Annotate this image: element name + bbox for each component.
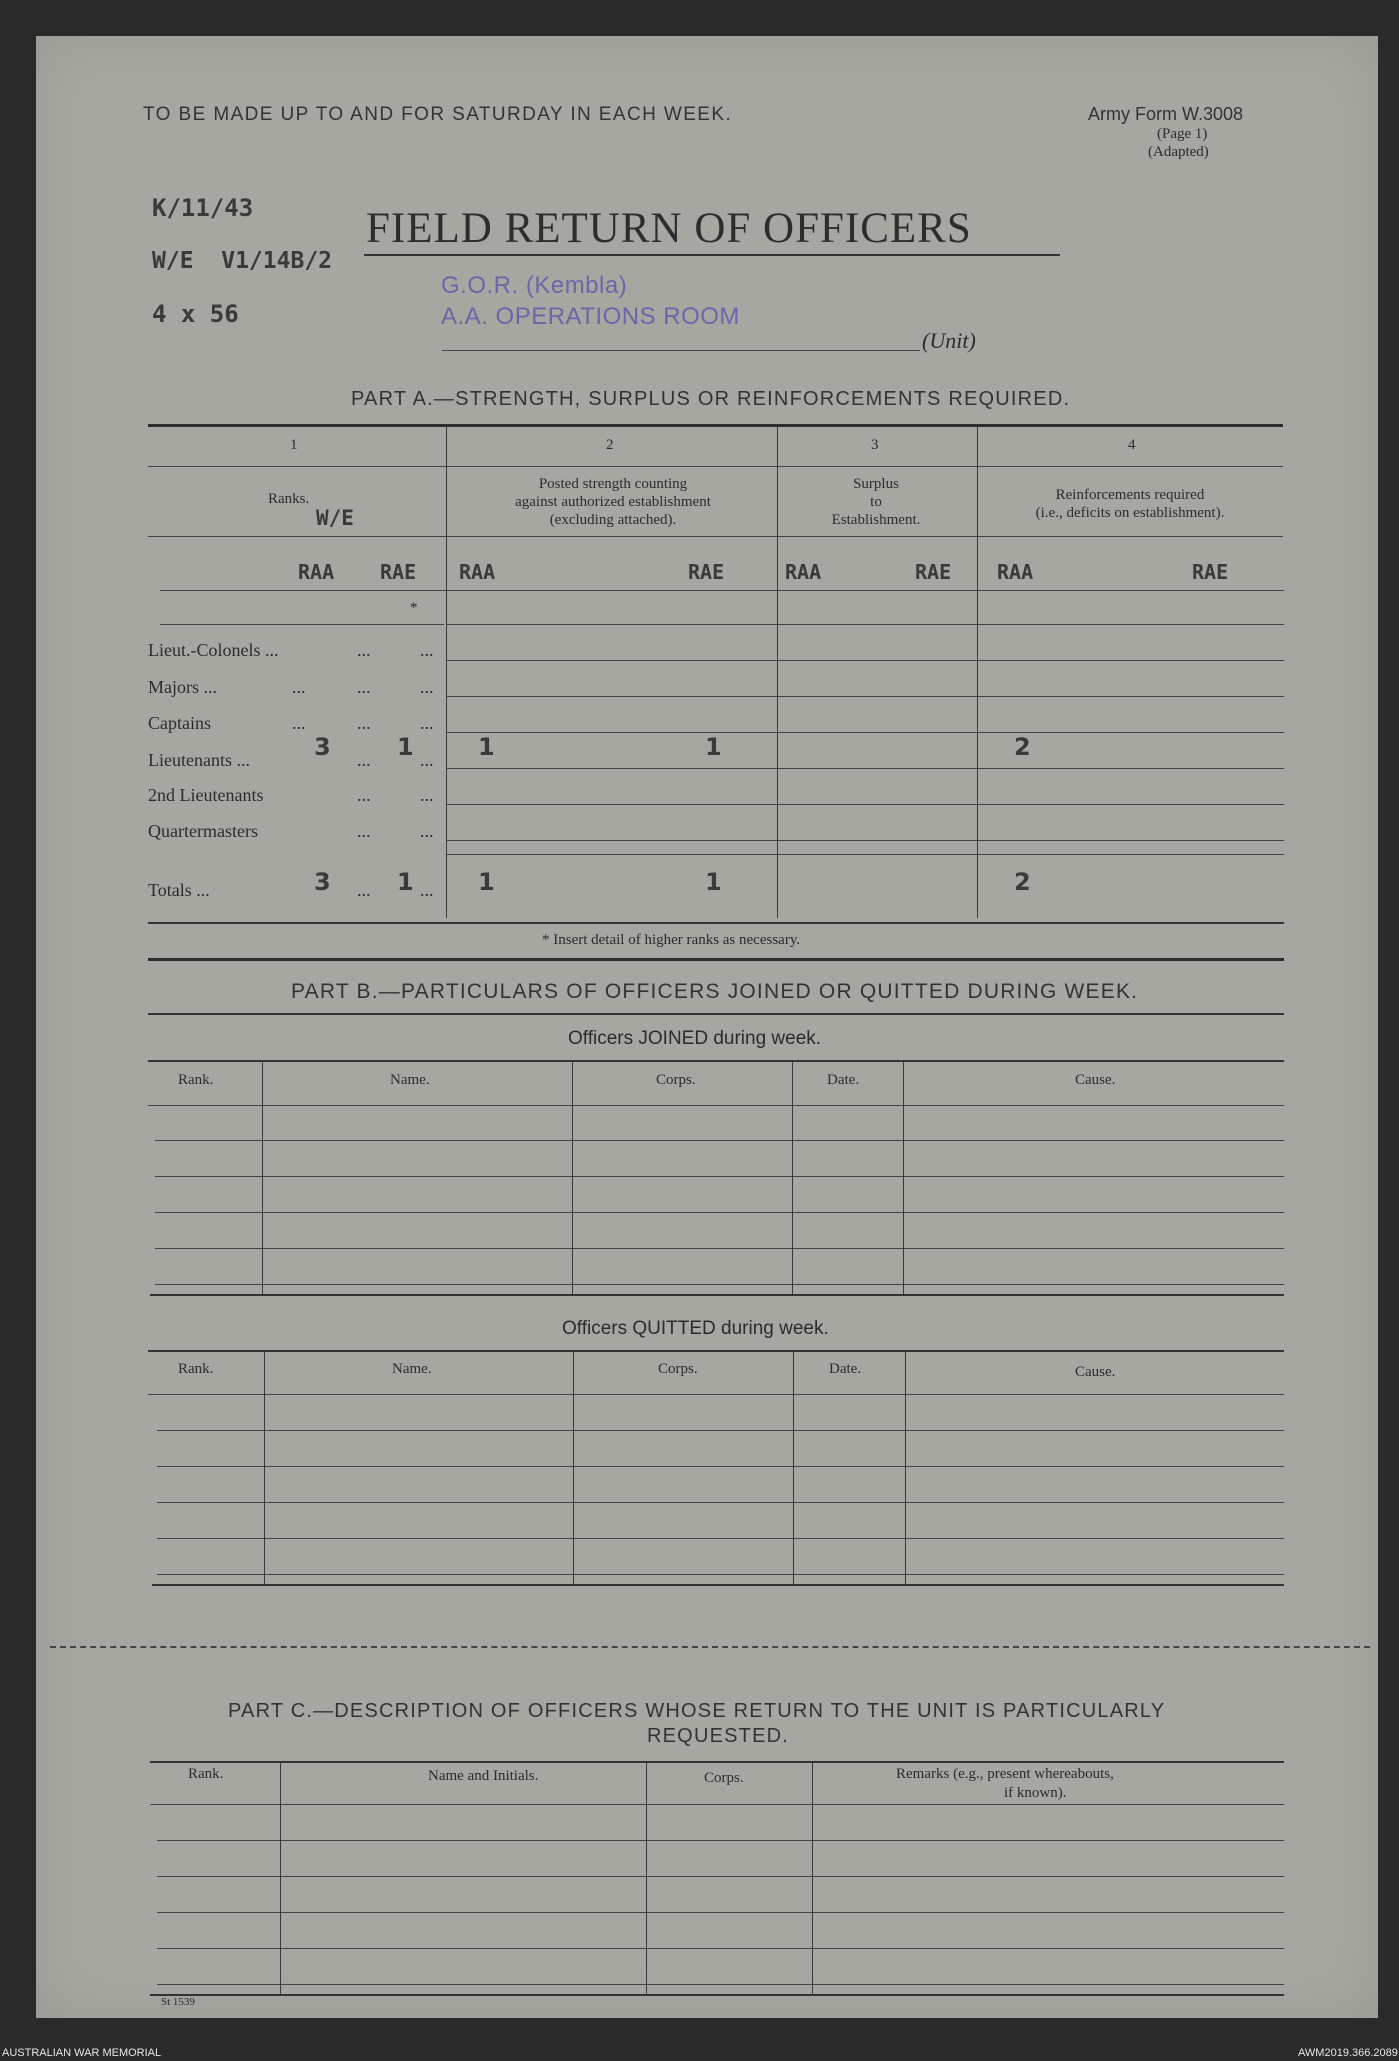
quitted-title: Officers QUITTED during week. [562,1318,829,1339]
rank-2nd-lieutenants: 2nd Lieutenants [148,785,264,805]
perforation-line [50,1646,1370,1648]
part-b-top-rule [148,1013,1284,1015]
stamp-line-1: G.O.R. (Kembla) [441,272,628,299]
part-a-vline-1 [446,426,447,918]
quitted-col-name: Name. [392,1361,432,1377]
col-number-2: 2 [606,437,614,453]
part-a-vline-3 [977,426,978,918]
part-b-title: PART B.—PARTICULARS OF OFFICERS JOINED OR QUITTED DURING WEEK. [291,980,1139,1003]
part-c-remarks-2: if known). [1004,1785,1067,1801]
row-rule [447,696,1284,697]
asterisk-row-rule [160,624,444,625]
col3-head-3: Establishment. [831,512,921,528]
dot-leader: ... [357,677,371,697]
joined-vline [262,1062,263,1294]
quitted-row-rule [157,1574,1284,1575]
sub-raa-col2: RAA [459,560,496,584]
ref-code-1: K/11/43 [152,194,254,222]
totals-label: Totals ... [148,880,210,900]
row-rule [447,840,1284,841]
sub-rae-col2: RAE [688,560,725,584]
quitted-vline [264,1352,265,1584]
joined-col-name: Name. [390,1072,430,1088]
col1-head: Ranks. [268,491,310,507]
footnote: * Insert detail of higher ranks as necessary. [542,932,801,948]
quitted-vline [905,1352,906,1584]
dot-leader: ... [357,750,371,770]
form-adapted: (Adapted) [1148,144,1209,160]
col3-head-2: to [870,494,882,510]
part-c-bottom-rule [150,1994,1284,1996]
part-c-vline [812,1763,813,1994]
quitted-col-cause: Cause. [1075,1364,1116,1380]
part-c-head-rule [150,1804,1284,1805]
part-a-top-rule [148,424,1283,427]
part-c-row-rule [157,1984,1284,1985]
joined-row-rule [155,1248,1284,1249]
quitted-col-corps: Corps. [658,1361,698,1377]
lieut-reinforcements: 2 [1014,733,1031,761]
part-a-vline-2 [777,426,778,918]
sub-head-rule [160,590,1284,591]
row-rule [447,732,1284,733]
unit-label: (Unit) [922,328,976,353]
page-title: FIELD RETURN OF OFFICERS [366,205,972,252]
quitted-col-date: Date. [829,1361,862,1377]
sub-raa-col4: RAA [997,560,1034,584]
joined-col-cause: Cause. [1075,1072,1116,1088]
part-c-col-rank: Rank. [188,1766,224,1782]
form-name: Army Form W.3008 [1088,104,1244,124]
row-rule [447,660,1284,661]
part-c-col-corps: Corps. [704,1770,744,1786]
dot-leader: ... [420,713,434,733]
lieut-posted-raa: 1 [478,733,495,761]
joined-vline [903,1062,904,1294]
part-c-vline [280,1763,281,1994]
dot-leader: ... [292,713,306,733]
ref-code-3: 4 x 56 [152,300,239,328]
totals-posted-raa: 1 [478,868,495,896]
totals-we-raa: 3 [314,868,331,896]
col2-head-1: Posted strength counting [538,476,688,492]
lieut-posted-rae: 1 [705,733,722,761]
lieut-we-rae: 1 [397,733,414,761]
rank-quartermasters: Quartermasters [148,821,258,841]
rank-lieutenants: Lieutenants ... [148,750,250,770]
col-number-3: 3 [871,437,879,453]
quitted-col-rank: Rank. [178,1361,214,1377]
part-a-end-rule [148,958,1284,961]
part-a-title: PART A.—STRENGTH, SURPLUS OR REINFORCEMENTS REQUIRED. [351,388,1071,410]
ref-code-2: W/E V1/14B/2 [152,248,333,274]
part-c-title-1: PART C.—DESCRIPTION OF OFFICERS WHOSE RETURN TO THE UNIT IS PARTICULARLY [228,1700,1166,1722]
dot-leader: ... [292,677,306,697]
quitted-row-rule [157,1502,1284,1503]
printer-code: St 1539 [161,1996,195,2008]
col-number-1: 1 [290,437,298,453]
quitted-vline [793,1352,794,1584]
quitted-row-rule [157,1466,1284,1467]
col2-head-2: against authorized establishment [515,494,711,510]
rank-lieut-colonels: Lieut.-Colonels ... [148,640,279,660]
lieut-we-raa: 3 [314,733,331,761]
sub-rae-col3: RAE [915,560,952,584]
joined-vline [792,1062,793,1294]
sub-raa-col1: RAA [298,560,335,584]
totals-reinforcements: 2 [1014,868,1031,896]
rank-captains: Captains [148,713,211,733]
joined-col-date: Date. [827,1072,860,1088]
dot-leader: ... [357,640,371,660]
row-rule [447,854,1284,855]
sub-rae-col1: RAE [380,560,417,584]
joined-col-corps: Corps. [656,1072,696,1088]
archive-right-caption: AWM2019.366.2089 [1298,2047,1398,2059]
quitted-row-rule [157,1538,1284,1539]
joined-row-rule [155,1212,1284,1213]
instruction-text: TO BE MADE UP TO AND FOR SATURDAY IN EACH WEEK. [143,104,733,125]
part-a-head-rule [148,536,1283,537]
unit-underline [442,350,920,351]
part-c-row-rule [157,1912,1284,1913]
col1-stamp: W/E [316,506,354,530]
joined-row-rule [155,1284,1284,1285]
dot-leader: ... [357,785,371,805]
form-page: (Page 1) [1157,126,1208,142]
col3-head-1: Surplus [853,476,899,492]
row-rule [447,768,1284,769]
quitted-vline [573,1352,574,1584]
part-a-bottom-rule [148,922,1284,924]
quitted-head-rule [148,1394,1284,1395]
dot-leader: ... [357,713,371,733]
col-number-4: 4 [1128,437,1136,453]
row-rule [447,624,1284,625]
col4-head-2: (i.e., deficits on establishment). [1035,505,1225,521]
totals-posted-rae: 1 [705,868,722,896]
part-c-remarks-1: Remarks (e.g., present whereabouts, [896,1766,1114,1782]
part-a-numbers-rule [148,466,1283,467]
dot-leader: ... [420,785,434,805]
higher-ranks-asterisk: * [410,600,418,616]
joined-vline [572,1062,573,1294]
col4-head-1: Reinforcements required [1055,487,1205,503]
joined-row-rule [155,1140,1284,1141]
part-c-row-rule [157,1840,1284,1841]
joined-bottom-rule [150,1294,1284,1296]
quitted-row-rule [157,1430,1284,1431]
totals-we-rae: 1 [397,868,414,896]
part-c-row-rule [157,1876,1284,1877]
archive-left-caption: AUSTRALIAN WAR MEMORIAL [2,2047,162,2059]
part-c-top-rule [150,1761,1284,1763]
dot-leader: ... [420,677,434,697]
dot-leader: ... [357,880,371,900]
joined-head-top [148,1060,1284,1062]
dot-leader: ... [420,640,434,660]
dot-leader: ... [420,880,434,900]
joined-col-rank: Rank. [178,1072,214,1088]
dot-leader: ... [420,821,434,841]
joined-title: Officers JOINED during week. [568,1028,822,1049]
quitted-head-top [148,1350,1284,1352]
rank-majors: Majors ... [148,677,217,697]
joined-head-rule [148,1105,1284,1106]
quitted-bottom-rule [152,1584,1284,1586]
stamp-line-2: A.A. OPERATIONS ROOM [441,303,740,330]
row-rule [447,804,1284,805]
joined-row-rule [155,1176,1284,1177]
dot-leader: ... [420,750,434,770]
title-underline [364,254,1060,256]
part-c-title-2: REQUESTED. [647,1725,790,1747]
dot-leader: ... [357,821,371,841]
sub-raa-col3: RAA [785,560,822,584]
sub-rae-col4: RAE [1192,560,1229,584]
col2-head-3: (excluding attached). [549,512,677,528]
part-c-vline [646,1763,647,1994]
part-c-col-name: Name and Initials. [428,1768,539,1784]
part-c-row-rule [157,1948,1284,1949]
